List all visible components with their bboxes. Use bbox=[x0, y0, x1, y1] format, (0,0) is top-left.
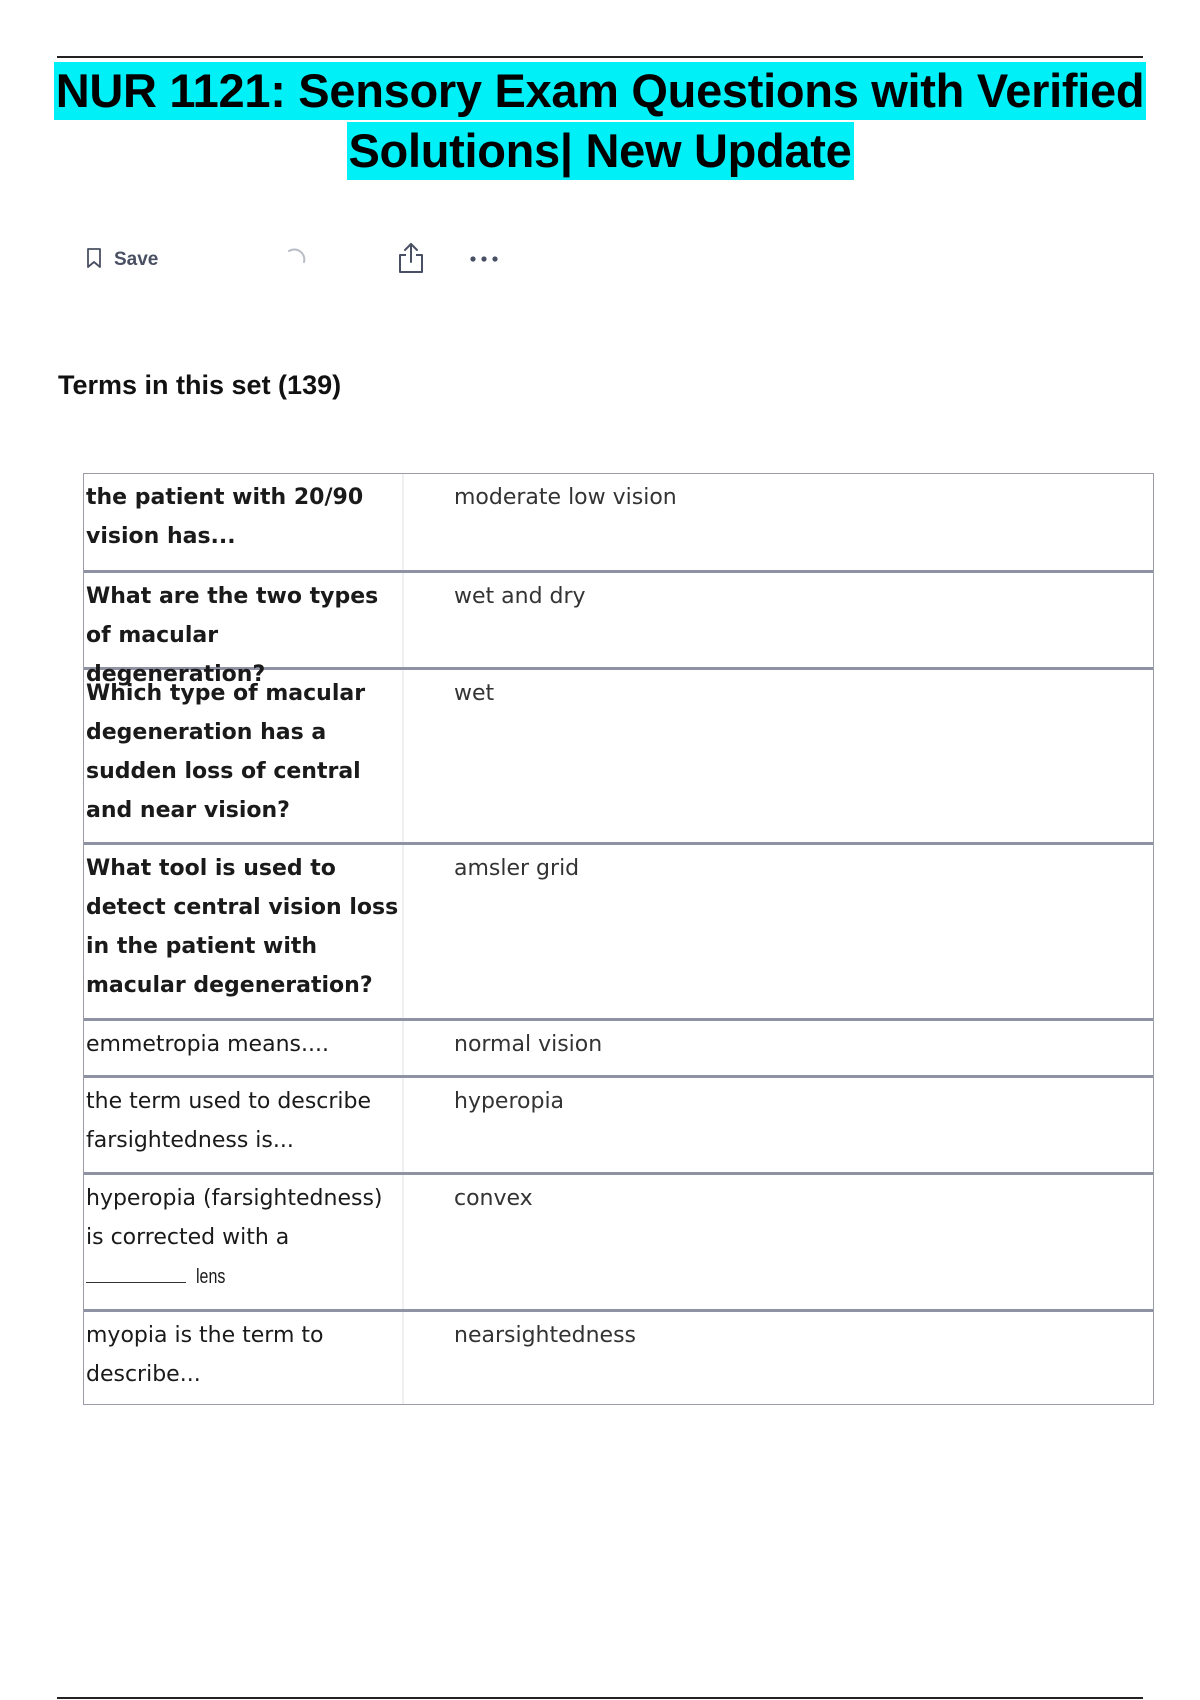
bookmark-icon bbox=[86, 247, 102, 274]
bottom-divider bbox=[57, 1697, 1143, 1699]
term-row[interactable] bbox=[84, 474, 1153, 570]
term-text: myopia is the term to describe... bbox=[84, 1312, 404, 1404]
term-row[interactable] bbox=[84, 1309, 1153, 1404]
save-label: Save bbox=[114, 249, 159, 270]
definition-text: normal vision bbox=[454, 1032, 603, 1057]
term-row[interactable] bbox=[84, 842, 1153, 1018]
spinner-icon bbox=[280, 244, 310, 276]
terms-heading: Terms in this set (139) bbox=[58, 370, 342, 400]
title-line-1: NUR 1121: Sensory Exam Questions with Verified bbox=[54, 62, 1146, 120]
more-options-icon bbox=[468, 251, 500, 269]
term-row[interactable] bbox=[84, 1075, 1153, 1172]
term-text: the term used to describe farsightedness is... bbox=[84, 1078, 404, 1172]
term-text: What tool is used to detect central vision loss in the patient with macular degeneration? bbox=[84, 845, 404, 1018]
definition-text: wet bbox=[454, 681, 495, 706]
toolbar bbox=[86, 244, 526, 276]
title-line-2: Solutions| New Update bbox=[347, 122, 854, 180]
share-icon bbox=[396, 241, 426, 280]
definition-text: moderate low vision bbox=[454, 485, 677, 510]
definition-text: wet and dry bbox=[454, 584, 586, 609]
term-row[interactable] bbox=[84, 1018, 1153, 1075]
definition-text: hyperopia bbox=[454, 1089, 565, 1114]
share-button[interactable] bbox=[396, 244, 426, 276]
save-button[interactable] bbox=[86, 244, 158, 276]
term-text: What are the two types of macular degeneration? bbox=[84, 573, 404, 667]
definition-text: convex bbox=[454, 1186, 533, 1211]
term-text: emmetropia means.... bbox=[84, 1021, 404, 1075]
term-suffix: lens bbox=[196, 1266, 226, 1288]
term-cell bbox=[84, 1175, 404, 1309]
term-row[interactable] bbox=[84, 1172, 1153, 1309]
term-row[interactable] bbox=[84, 570, 1153, 687]
definition-text: amsler grid bbox=[454, 856, 580, 881]
terms-table bbox=[83, 473, 1154, 1405]
more-options-button[interactable] bbox=[468, 244, 500, 276]
top-divider bbox=[57, 56, 1143, 58]
term-text: hyperopia (farsightedness) is corrected with a bbox=[86, 1186, 383, 1250]
term-row[interactable] bbox=[84, 667, 1153, 842]
document-title bbox=[50, 62, 1150, 180]
fill-in-blank bbox=[86, 1261, 186, 1283]
term-text: the patient with 20/90 vision has... bbox=[84, 474, 404, 570]
term-text: Which type of macular degeneration has a sudden loss of central and near vision? bbox=[84, 670, 404, 842]
definition-text: nearsightedness bbox=[454, 1323, 637, 1348]
